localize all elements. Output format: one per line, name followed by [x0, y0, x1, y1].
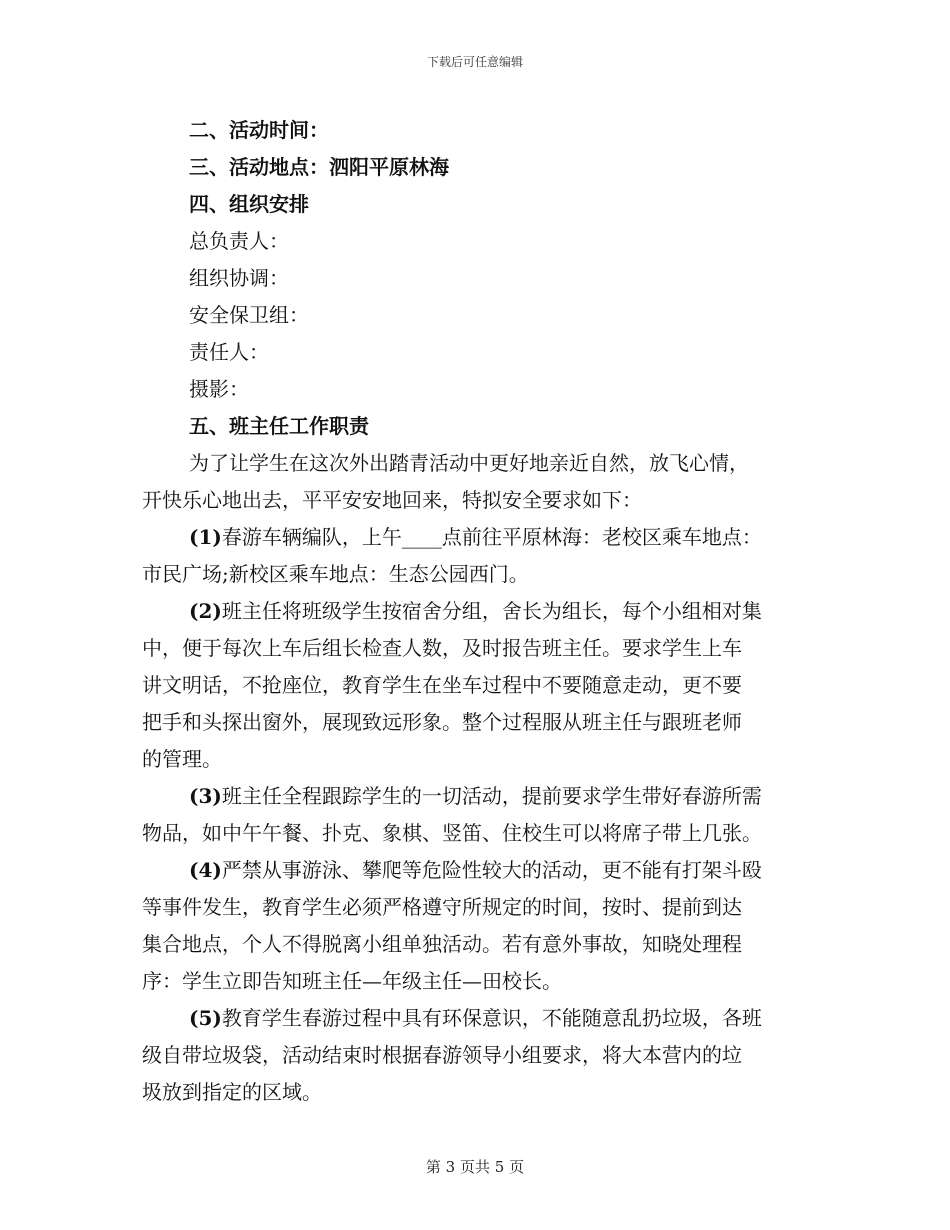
org-label-photography: 摄影：: [189, 377, 249, 401]
rule-item-2: [142, 593, 812, 778]
rule-line: 圾放到指定的区域。: [142, 1080, 322, 1104]
rule-number: (3): [189, 784, 222, 808]
rule-text: 严禁从事游泳、攀爬等危险性较大的活动，更不能有打架斗殴: [221, 858, 762, 882]
rule-line: [142, 1000, 812, 1037]
org-label-chief: 总负责人：: [189, 229, 289, 253]
rule-number: (5): [189, 1006, 222, 1030]
rule-number: (2): [189, 599, 222, 623]
section-heading-location: 三、活动地点：泗阳平原林海: [189, 155, 449, 179]
rule-line: 的管理。: [142, 747, 222, 771]
intro-line: 为了让学生在这次外出踏青活动中更好地亲近自然，放飞心情，: [189, 451, 749, 475]
section-heading-time: 二、活动时间：: [189, 118, 329, 142]
page-header: 下载后可任意编辑: [426, 55, 523, 69]
rule-line: [142, 593, 812, 630]
page-footer: 第 3 页共 5 页: [425, 1158, 525, 1176]
rule-line: [142, 519, 812, 556]
document-body: [142, 112, 812, 1111]
rule-line: 物品，如中午午餐、扑克、象棋、竖笛、住校生可以将席子带上几张。: [142, 821, 762, 845]
org-label-security: 安全保卫组：: [189, 303, 309, 327]
rule-text: 春游车辆编队，上午____点前往平原林海：老校区乘车地点：: [221, 525, 762, 549]
section-heading-duties: 五、班主任工作职责: [189, 414, 369, 438]
org-label-responsible: 责任人：: [189, 340, 269, 364]
rule-line: 市民广场;新校区乘车地点：生态公园西门。: [142, 562, 529, 586]
rule-line: 集合地点，个人不得脱离小组单独活动。若有意外事故，知晓处理程: [142, 932, 742, 956]
rule-number: (4): [189, 858, 222, 882]
rule-text: 班主任全程跟踪学生的一切活动，提前要求学生带好春游所需: [221, 784, 762, 808]
intro-paragraph: [142, 445, 812, 519]
rule-line: 中，便于每次上车后组长检查人数，及时报告班主任。要求学生上车: [142, 636, 742, 660]
intro-line: 开快乐心地出去，平平安安地回来，特拟安全要求如下：: [142, 488, 642, 512]
rule-line: 讲文明话，不抢座位，教育学生在坐车过程中不要随意走动，更不要: [142, 673, 742, 697]
org-label-coordination: 组织协调：: [189, 266, 289, 290]
rule-text: 教育学生春游过程中具有环保意识，不能随意乱扔垃圾，各班: [221, 1006, 762, 1030]
rule-item-3: [142, 778, 812, 852]
rule-text: 班主任将班级学生按宿舍分组，舍长为组长，每个小组相对集: [221, 599, 762, 623]
rule-line: 级自带垃圾袋，活动结束时根据春游领导小组要求，将大本营内的垃: [142, 1043, 742, 1067]
rule-line: 等事件发生，教育学生必须严格遵守所规定的时间，按时、提前到达: [142, 895, 742, 919]
rule-item-5: [142, 1000, 812, 1111]
rule-line: [142, 852, 812, 889]
rule-item-1: [142, 519, 812, 593]
rule-number: (1): [189, 525, 222, 549]
rule-line: 把手和头探出窗外，展现致远形象。整个过程服从班主任与跟班老师: [142, 710, 742, 734]
rule-line: [142, 778, 812, 815]
rule-line: 序：学生立即告知班主任—年级主任—田校长。: [142, 969, 562, 993]
rule-item-4: [142, 852, 812, 1000]
section-heading-organization: 四、组织安排: [189, 192, 309, 216]
